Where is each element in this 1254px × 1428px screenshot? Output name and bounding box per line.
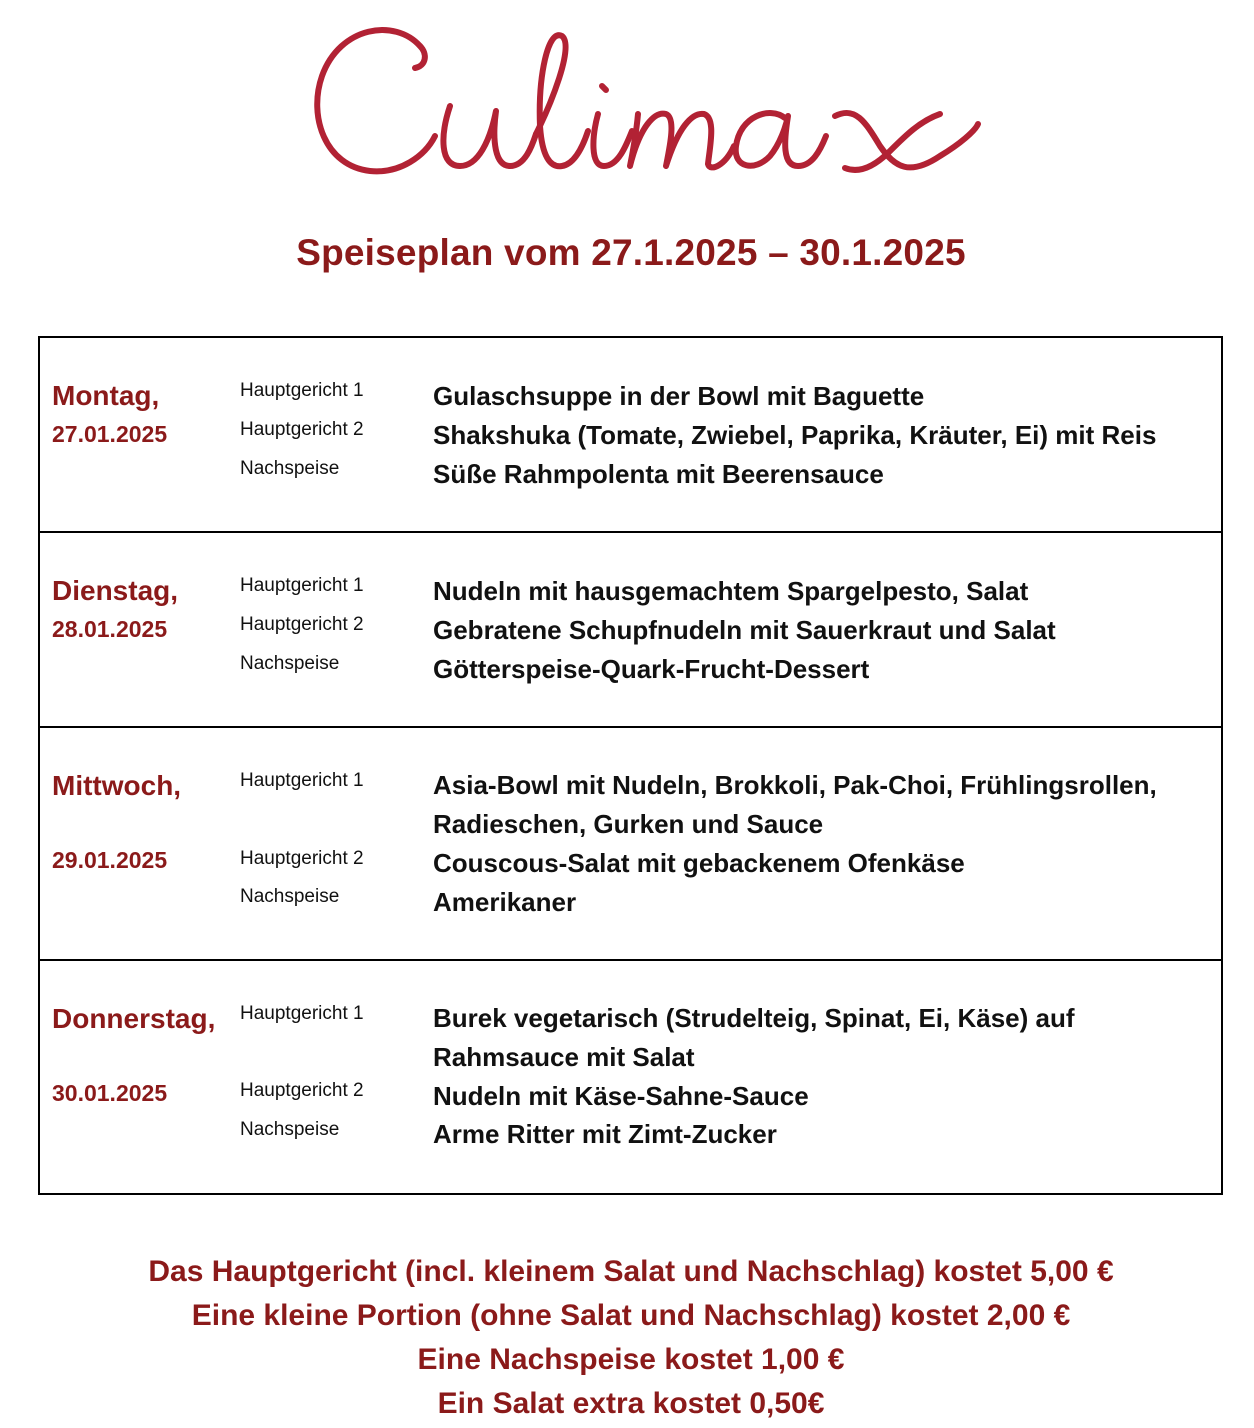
course-label: Hauptgericht 2 (240, 848, 364, 869)
price-line-dessert: Eine Nachspeise kostet 1,00 € (417, 1343, 845, 1376)
day-date: 30.01.2025 (52, 1080, 168, 1106)
page-title: Speiseplan vom 27.1.2025 – 30.1.2025 (296, 232, 966, 273)
day-date: 28.01.2025 (52, 616, 168, 642)
day-date: 29.01.2025 (52, 847, 168, 873)
course-label: Hauptgericht 2 (240, 614, 364, 635)
day-name: Donnerstag, (52, 1003, 216, 1034)
culimax-logo (300, 6, 1000, 196)
day-name: Dienstag, (52, 575, 179, 606)
dish-name-continued: Radieschen, Gurken und Sauce (433, 809, 824, 839)
course-label: Hauptgericht 1 (240, 575, 364, 596)
price-line-salad: Ein Salat extra kostet 0,50€ (437, 1387, 825, 1420)
dish-name: Asia-Bowl mit Nudeln, Brokkoli, Pak-Choi, Frühlingsrollen, (433, 770, 1157, 800)
dish-name: Burek vegetarisch (Strudelteig, Spinat, Ei, Käse) auf (433, 1003, 1075, 1033)
day-block-wednesday (40, 728, 1221, 961)
course-label: Nachspeise (240, 1119, 340, 1140)
day-block-thursday (40, 961, 1221, 1193)
dish-name: Gulaschsuppe in der Bowl mit Baguette (433, 381, 925, 411)
day-name: Mittwoch, (52, 770, 182, 801)
dish-name: Shakshuka (Tomate, Zwiebel, Paprika, Kräuter, Ei) mit Reis (433, 420, 1157, 450)
course-label: Hauptgericht 1 (240, 380, 364, 401)
price-line-small-portion: Eine kleine Portion (ohne Salat und Nachschlag) kostet 2,00 € (191, 1299, 1071, 1332)
dish-name: Couscous-Salat mit gebackenem Ofenkäse (433, 848, 965, 878)
menu-table (38, 336, 1223, 1195)
course-label: Hauptgericht 1 (240, 1003, 364, 1024)
course-label: Nachspeise (240, 653, 340, 674)
dish-name: Nudeln mit Käse-Sahne-Sauce (433, 1081, 809, 1111)
price-line-main: Das Hauptgericht (incl. kleinem Salat und Nachschlag) kostet 5,00 € (148, 1255, 1114, 1288)
day-name: Montag, (52, 380, 160, 411)
course-label: Hauptgericht 2 (240, 419, 364, 440)
course-label: Nachspeise (240, 886, 340, 907)
dish-name: Nudeln mit hausgemachtem Spargelpesto, Salat (433, 576, 1029, 606)
dish-name: Süße Rahmpolenta mit Beerensauce (433, 459, 884, 489)
culimax-logo-script (300, 6, 1000, 196)
dish-name: Amerikaner (433, 887, 577, 917)
course-label: Hauptgericht 2 (240, 1080, 364, 1101)
price-list (0, 1250, 1254, 1426)
day-block-monday (40, 338, 1221, 533)
dish-name: Götterspeise-Quark-Frucht-Dessert (433, 654, 870, 684)
course-label: Hauptgericht 1 (240, 770, 364, 791)
dish-name: Gebratene Schupfnudeln mit Sauerkraut und Salat (433, 615, 1056, 645)
day-block-tuesday (40, 533, 1221, 728)
day-date: 27.01.2025 (52, 421, 168, 447)
dish-name-continued: Rahmsauce mit Salat (433, 1042, 695, 1072)
course-label: Nachspeise (240, 458, 340, 479)
dish-name: Arme Ritter mit Zimt-Zucker (433, 1119, 777, 1149)
